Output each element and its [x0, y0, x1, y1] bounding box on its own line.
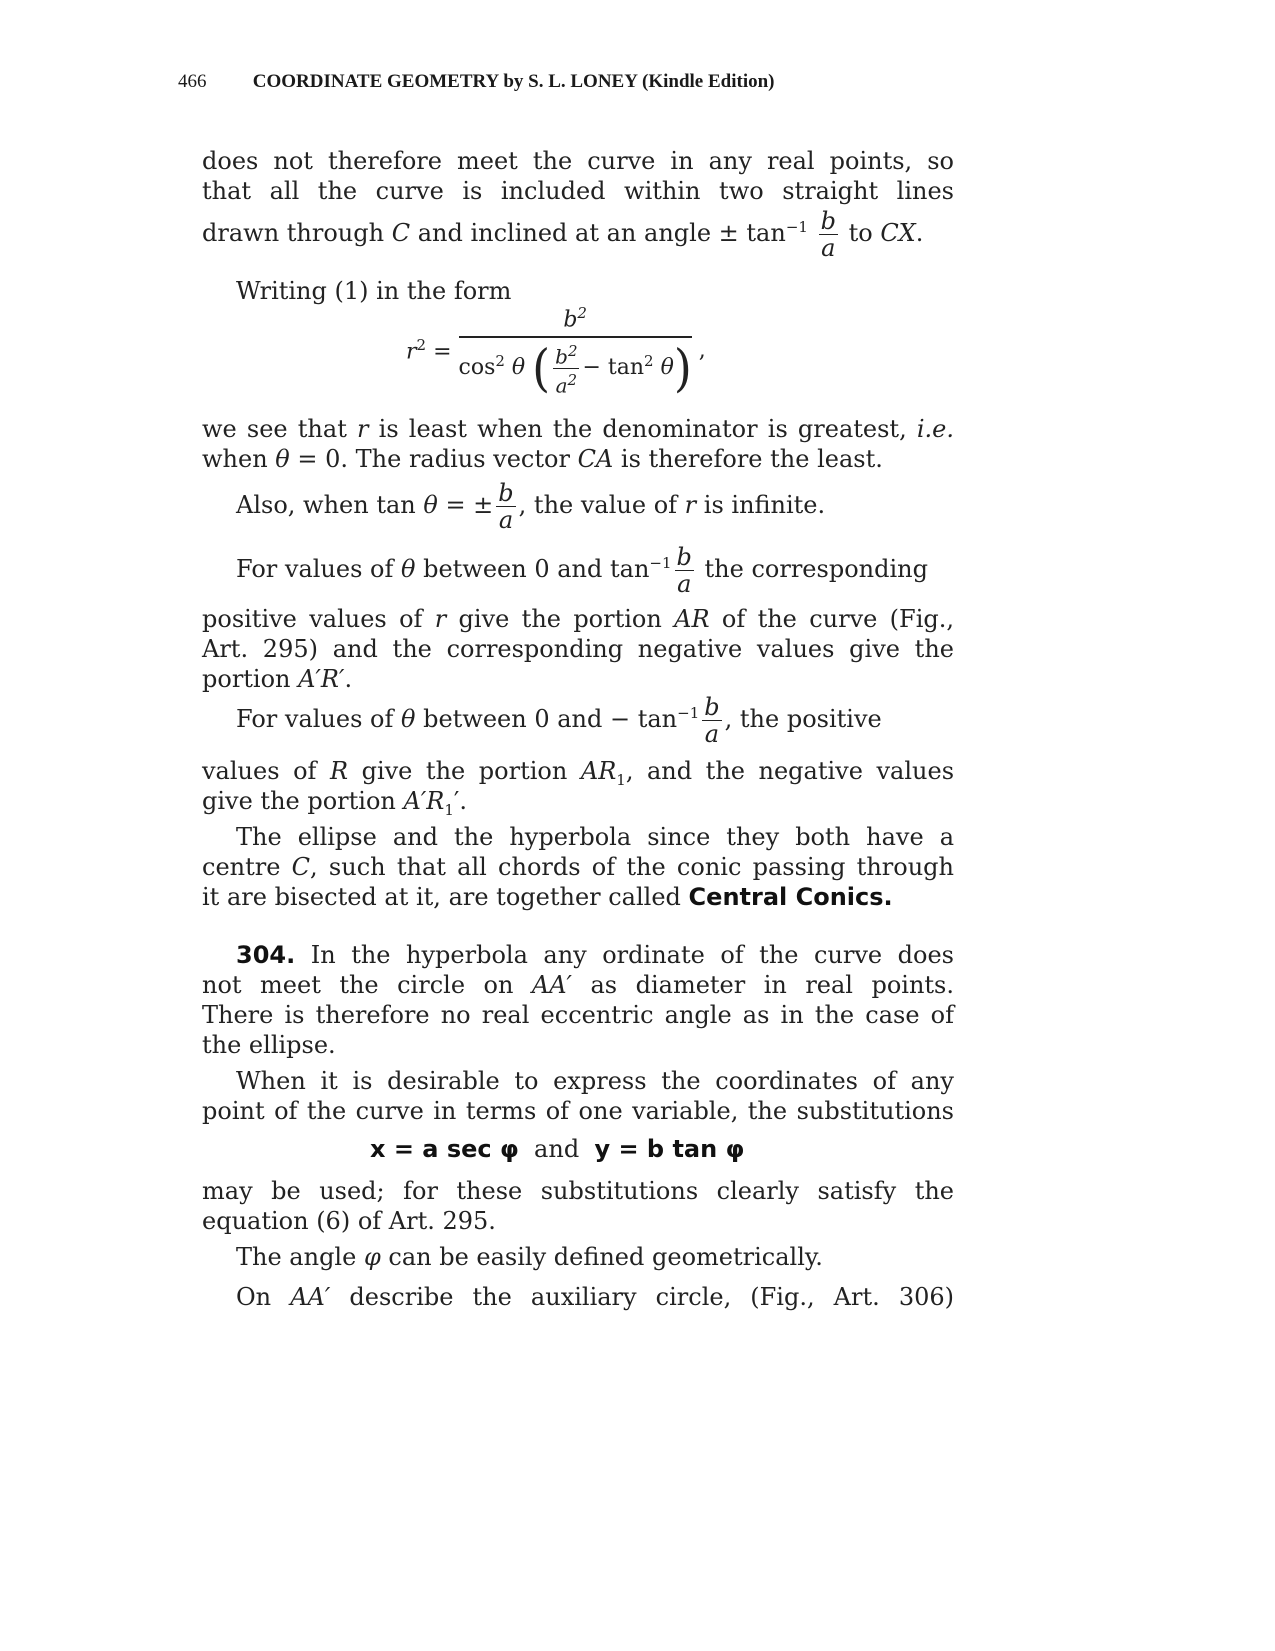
p5-line-3: Art. 295) and the corresponding negative values give the: [202, 635, 954, 663]
article-number: 304.: [236, 941, 296, 969]
p1-line-1: does not therefore meet the curve in any real points, so: [202, 147, 954, 175]
p7-line-2: centre C, such that all chords of the conic passing through: [202, 853, 954, 881]
running-title: COORDINATE GEOMETRY by S. L. LONEY (Kindle Edition): [252, 71, 775, 92]
fraction-b-over-a: $\frac{b}{a}$: [820, 207, 836, 262]
p8-line-3: There is therefore no real eccentric angle as in the case of: [202, 1001, 954, 1029]
p9-line-4: equation (6) of Art. 295.: [202, 1207, 496, 1235]
page-number: 466: [178, 71, 207, 92]
formula-r-squared: $r^2$ = $b^2$ $\cos^2 \theta$ ( $\frac{b^2}{a^2}$ − $\tan^2 \theta$) ,: [406, 304, 706, 399]
p3-line-2: when θ = 0. The radius vector CA is therefore the least.: [202, 445, 883, 473]
p2-line: Writing (1) in the form: [236, 277, 512, 305]
p9-line-2: point of the curve in terms of one variable, the substitutions: [202, 1097, 954, 1125]
term-central-conics: Central Conics.: [688, 883, 893, 911]
p6-line-3: give the portion $A'R_1'$.: [202, 787, 467, 819]
parametric-equations: x = a sec φ and y = b tan φ: [370, 1135, 745, 1163]
p3-line-1: we see that r is least when the denominator is greatest, i.e.: [202, 415, 954, 443]
p4-line: Also, when tan θ = ± $\frac{b}{a}$ , the value of r is infinite.: [236, 479, 826, 534]
p1-line-2: that all the curve is included within two straight lines: [202, 177, 954, 205]
p8-line-4: the ellipse.: [202, 1031, 336, 1059]
p6-line-2: values of R give the portion $AR_1$, and the negative values: [202, 757, 955, 789]
p5-line-4: portion A′R′.: [202, 665, 353, 693]
page-header: [178, 68, 978, 96]
p10-line: The angle φ can be easily defined geometrically.: [236, 1243, 823, 1271]
p6-line-1: For values of θ between 0 and − $\tan^{-1}$ $\frac{b}{a}$ , the positive: [236, 693, 882, 748]
p11-line: On AA′ describe the auxiliary circle, (Fig., Art. 306): [236, 1283, 955, 1311]
p9-line-3: may be used; for these substitutions clearly satisfy the: [202, 1177, 954, 1205]
p8-line-2: not meet the circle on AA′ as diameter in real points.: [202, 971, 954, 999]
p5-line-1: For values of θ between 0 and $\tan^{-1}$ $\frac{b}{a}$ the corresponding: [236, 543, 928, 598]
p7-line-1: The ellipse and the hyperbola since they both have a: [236, 823, 954, 851]
p8-line-1: 304. In the hyperbola any ordinate of the curve does: [236, 941, 954, 969]
p1-line-3: drawn through C and inclined at an angle ± $\tan^{-1}$ $\frac{b}{a}$ to CX.: [202, 207, 924, 262]
p5-line-2: positive values of r give the portion AR of the curve (Fig.,: [202, 605, 954, 633]
p9-line-1: When it is desirable to express the coordinates of any: [236, 1067, 954, 1095]
p7-line-3: it are bisected at it, are together called Central Conics.: [202, 883, 893, 911]
